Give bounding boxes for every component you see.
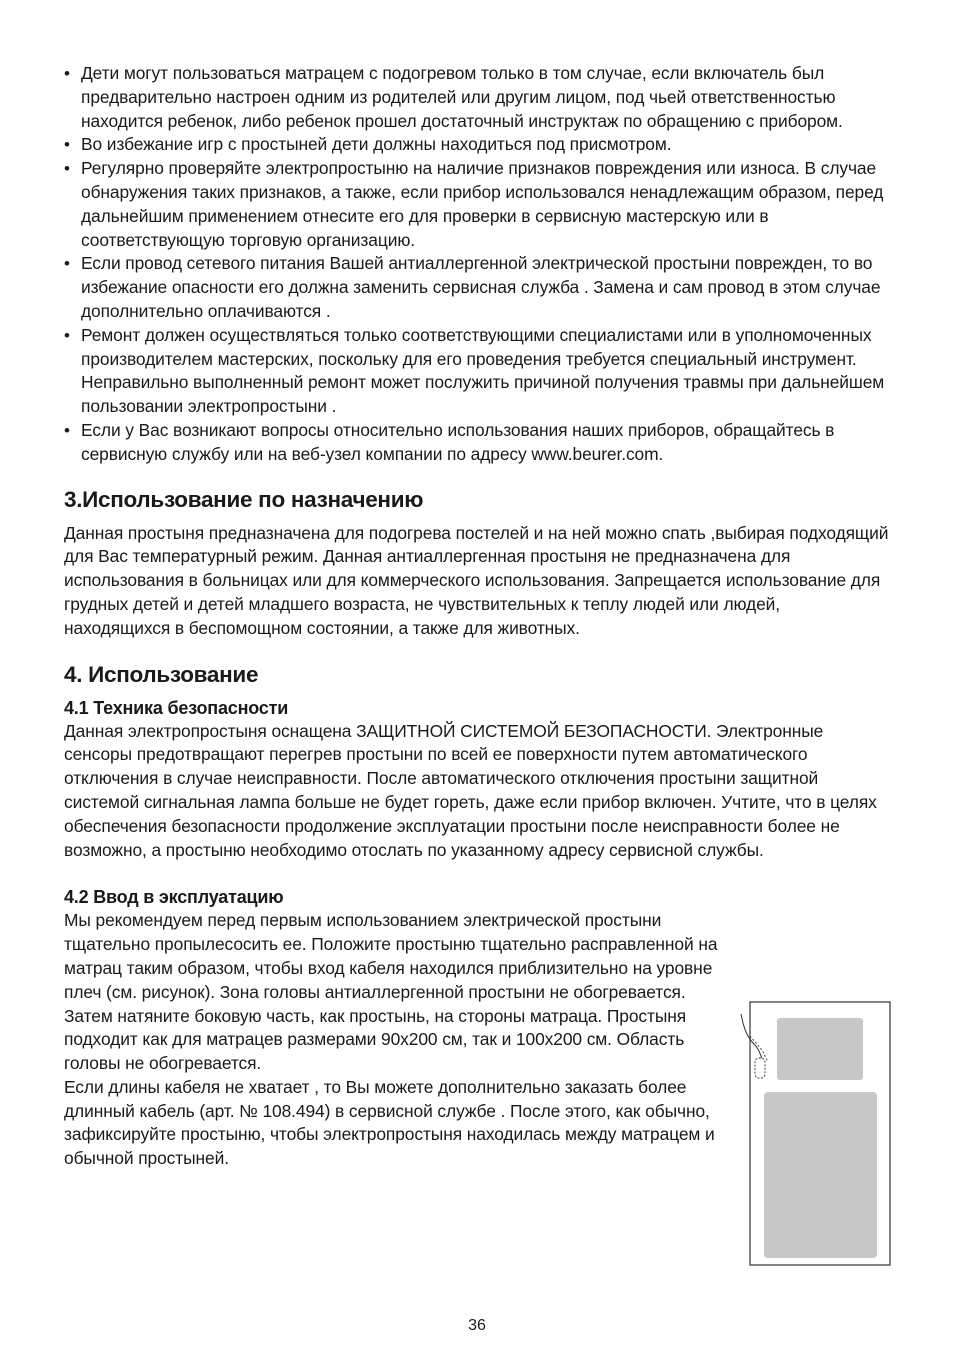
section-4-2-heading: 4.2 Ввод в эксплуатацию [64, 887, 284, 908]
bullet-marker: • [64, 420, 70, 440]
section-3-heading: 3.Использование по назначению [64, 486, 424, 512]
sheet-placement-figure [740, 1000, 892, 1268]
sheet-diagram [740, 1000, 892, 1268]
section-4-2-paragraph: Мы рекомендуем перед первым использованием электрической простыни тщательно пропылесосить ее. Положите простыню тщательно расправленной на матрац таким образом, чтобы вход кабеля находился приблизительно на уровне плеч (см. рисунок). Зона головы антиаллергенной простыни не обогревается. [64, 910, 718, 1002]
page-number: 36 [468, 1317, 486, 1334]
list-item [64, 157, 890, 252]
list-item [64, 62, 890, 133]
bullet-text: Если провод сетевого питания Вашей антиаллергенной электрической простыни поврежден, то во избежание опасности его должна заменить сервисная служба . Замена и сам провод в этом случае дополнительно оплачиваются . [81, 253, 881, 321]
bullet-text: Дети могут пользоваться матрацем с подогревом только в том случае, если включатель был предварительно настроен одним из родителей или другим лицом, под чьей ответственностью находится ребенок, либо ребенок прошел достаточный инструктаж по обращению с прибором. [81, 63, 843, 131]
section-3-paragraph: Данная простыня предназначена для подогрева постелей и на ней можно спать ,выбирая подходящий для Вас температурный режим. Данная антиаллергенная простыня не предназначена для использования в больницах или для коммерческого использования. Запрещается использование для грудных детей и детей младшего возраста, не чувствительных к теплу людей или людей, находящихся в беспомощном состоянии, а также для животных. [64, 522, 889, 638]
section-4-1-heading: 4.1 Техника безопасности [64, 697, 289, 718]
list-item [64, 324, 890, 419]
bullet-marker: • [64, 325, 70, 345]
bullet-text-continued: Неправильно выполненный ремонт может послужить причиной получения травмы при дальнейшем пользовании электропростыни . [81, 372, 885, 417]
head-zone [777, 1018, 863, 1080]
section-4-2-body [64, 909, 724, 1171]
bullet-marker: • [64, 135, 70, 155]
list-item [64, 133, 890, 157]
section-4-2-paragraph: Если длины кабеля не хватает , то Вы можете дополнительно заказать более длинный кабель (арт. № 108.494) в сервисной службе . После этого, как обычно, зафиксируйте простыню, чтобы электропростыня находилась между матрацем и обычной простыней. [64, 1076, 715, 1169]
bullet-marker: • [64, 64, 70, 83]
list-item [64, 252, 890, 323]
safety-bullet-list [64, 62, 890, 467]
section-4-heading: 4. Использование [64, 661, 259, 687]
bullet-text: Ремонт должен осуществляться только соответствующими специалистами или в уполномоченных производителем мастерских, поскольку для его проведения требуется специальный инструмент. [81, 324, 872, 369]
bullet-text: Если у Вас возникают вопросы относительно использования наших приборов, обращайтесь в сервисную службу или на веб-узел компании по адресу www.beurer.com. [81, 419, 835, 464]
section-4-2-paragraph: Затем натяните боковую часть, как простынь, на стороны матраца. Простыня подходит как для матрацев размерами 90x200 см, так и 100x200 см. Область головы не обогревается. [64, 1005, 687, 1074]
heated-zone [764, 1092, 877, 1258]
list-item [64, 419, 890, 467]
bullet-text: Во избежание игр с простыней дети должны находиться под присмотром. [81, 134, 672, 155]
bullet-text: Регулярно проверяйте электропростыню на наличие признаков повреждения или износа. В случае обнаружения таких признаков, а также, если прибор использовался ненадлежащим образом, перед дальнейшим применением отнесите его для проверки в сервисную мастерскую или в соответствующую торговую организацию. [81, 158, 884, 250]
section-4-1-paragraph: Данная электропростыня оснащена ЗАЩИТНОЙ СИСТЕМОЙ БЕЗОПАСНОСТИ. Электронные сенсоры предотвращают перегрев простыни по всей ее поверхности путем автоматического отключения в случае неисправности. После автоматического отключения простыни защитной системой сигнальная лампа больше не будет гореть, даже если прибор включен. Учтите, что в целях обеспечения безопасности продолжение эксплуатации простыни после неисправности более не возможно, а простыню необходимо отослать по указанному адресу сервисной службы. [64, 720, 877, 860]
bullet-marker: • [64, 159, 70, 179]
bullet-marker: • [64, 254, 70, 274]
